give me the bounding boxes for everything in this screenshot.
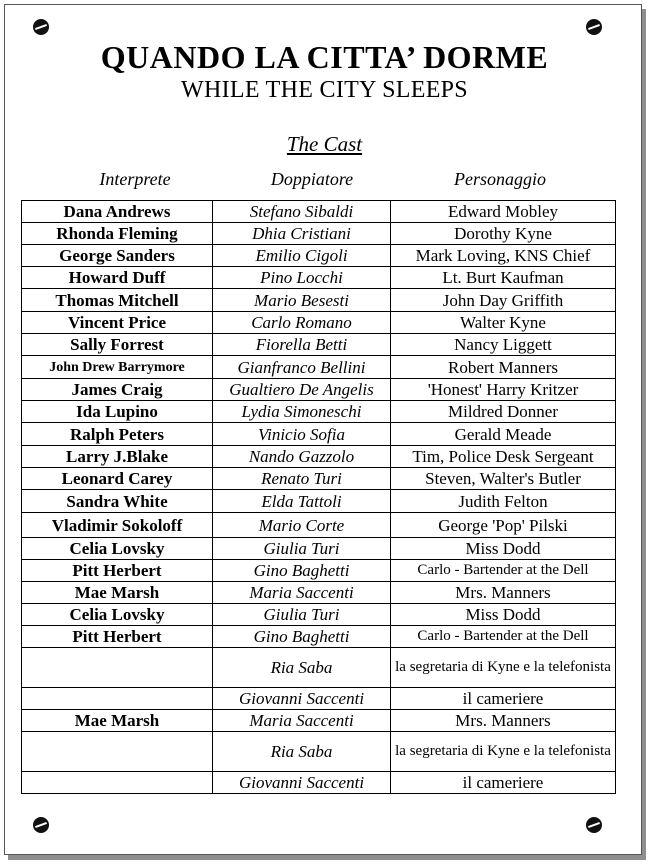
character-cell: la segretaria di Kyne e la telefonista [391,648,616,688]
character-cell: Dorothy Kyne [391,223,616,245]
table-row [22,648,616,688]
table-row [22,312,616,334]
column-header-role: Personaggio [454,169,546,189]
character-cell: il cameriere [391,772,616,794]
table-row [22,267,616,289]
character-cell: John Day Griffith [391,289,616,312]
character-cell: Mrs. Manners [391,710,616,732]
character-cell: Mark Loving, KNS Chief [391,245,616,267]
cast-heading: The Cast [286,132,363,156]
character-cell: Miss Dodd [391,538,616,560]
actor-cell: Thomas Mitchell [22,289,213,312]
actor-cell: Vincent Price [22,312,213,334]
voice-actor-cell: Mario Besesti [213,289,391,312]
voice-actor-cell: Giovanni Saccenti [213,688,391,710]
table-row [22,423,616,446]
voice-actor-cell: Dhia Cristiani [213,223,391,245]
voice-actor-cell: Ria Saba [213,732,391,772]
table-row [22,513,616,538]
voice-actor-cell: Giulia Turi [213,538,391,560]
table-row [22,560,616,582]
table-row [22,401,616,423]
table-row [22,446,616,468]
voice-actor-cell: Elda Tattoli [213,490,391,513]
voice-actor-cell: Emilio Cigoli [213,245,391,267]
voice-actor-cell: Stefano Sibaldi [213,201,391,223]
voice-actor-cell: Mario Corte [213,513,391,538]
actor-cell: Ida Lupino [22,401,213,423]
voice-actor-cell: Gino Baghetti [213,560,391,582]
voice-actor-cell: Nando Gazzolo [213,446,391,468]
character-cell: Mrs. Manners [391,582,616,604]
character-cell: Steven, Walter's Butler [391,468,616,490]
screw-icon [586,817,602,833]
character-cell: Robert Manners [391,356,616,379]
table-row [22,379,616,401]
table-row [22,223,616,245]
cast-table [21,200,616,794]
actor-cell: Celia Lovsky [22,604,213,626]
actor-cell: Pitt Herbert [22,626,213,648]
actor-cell: Ralph Peters [22,423,213,446]
voice-actor-cell: Giovanni Saccenti [213,772,391,794]
table-row [22,582,616,604]
character-cell: Edward Mobley [391,201,616,223]
table-row [22,710,616,732]
screw-icon [33,817,49,833]
table-row [22,490,616,513]
character-cell: la segretaria di Kyne e la telefonista [391,732,616,772]
actor-cell: Celia Lovsky [22,538,213,560]
table-row [22,334,616,356]
actor-cell: James Craig [22,379,213,401]
voice-actor-cell: Gino Baghetti [213,626,391,648]
actor-cell: Mae Marsh [22,710,213,732]
table-row [22,688,616,710]
column-header-voice: Doppiatore [270,169,354,189]
character-cell: Judith Felton [391,490,616,513]
actor-cell: George Sanders [22,245,213,267]
column-header-actor: Interprete [99,169,171,189]
table-row [22,772,616,794]
actor-cell: Sally Forrest [22,334,213,356]
actor-cell: Howard Duff [22,267,213,289]
character-cell: Mildred Donner [391,401,616,423]
character-cell: Carlo - Bartender at the Dell [391,626,616,648]
character-cell: Nancy Liggett [391,334,616,356]
actor-cell: Rhonda Fleming [22,223,213,245]
character-cell: il cameriere [391,688,616,710]
voice-actor-cell: Gianfranco Bellini [213,356,391,379]
actor-cell [22,688,213,710]
voice-actor-cell: Ria Saba [213,648,391,688]
character-cell: Tim, Police Desk Sergeant [391,446,616,468]
table-row [22,468,616,490]
voice-actor-cell: Pino Locchi [213,267,391,289]
actor-cell: Sandra White [22,490,213,513]
actor-cell [22,732,213,772]
voice-actor-cell: Maria Saccenti [213,710,391,732]
table-row [22,356,616,379]
character-cell: 'Honest' Harry Kritzer [391,379,616,401]
actor-cell [22,772,213,794]
voice-actor-cell: Renato Turi [213,468,391,490]
actor-cell: Larry J.Blake [22,446,213,468]
character-cell: George 'Pop' Pilski [391,513,616,538]
actor-cell: Pitt Herbert [22,560,213,582]
table-row [22,538,616,560]
voice-actor-cell: Maria Saccenti [213,582,391,604]
page-title: QUANDO LA CITTA’ DORME [100,39,549,75]
screw-icon [586,19,602,35]
voice-actor-cell: Gualtiero De Angelis [213,379,391,401]
character-cell: Walter Kyne [391,312,616,334]
voice-actor-cell: Giulia Turi [213,604,391,626]
voice-actor-cell: Carlo Romano [213,312,391,334]
actor-cell: Vladimir Sokoloff [22,513,213,538]
table-row [22,201,616,223]
actor-cell [22,648,213,688]
voice-actor-cell: Fiorella Betti [213,334,391,356]
page-subtitle: WHILE THE CITY SLEEPS [181,77,468,103]
table-row [22,732,616,772]
screw-icon [33,19,49,35]
character-cell: Gerald Meade [391,423,616,446]
table-row [22,289,616,312]
character-cell: Miss Dodd [391,604,616,626]
actor-cell: Dana Andrews [22,201,213,223]
table-row [22,245,616,267]
table-row [22,604,616,626]
actor-cell: John Drew Barrymore [22,356,213,379]
character-cell: Carlo - Bartender at the Dell [391,560,616,582]
voice-actor-cell: Vinicio Sofia [213,423,391,446]
voice-actor-cell: Lydia Simoneschi [213,401,391,423]
table-row [22,626,616,648]
actor-cell: Leonard Carey [22,468,213,490]
character-cell: Lt. Burt Kaufman [391,267,616,289]
actor-cell: Mae Marsh [22,582,213,604]
